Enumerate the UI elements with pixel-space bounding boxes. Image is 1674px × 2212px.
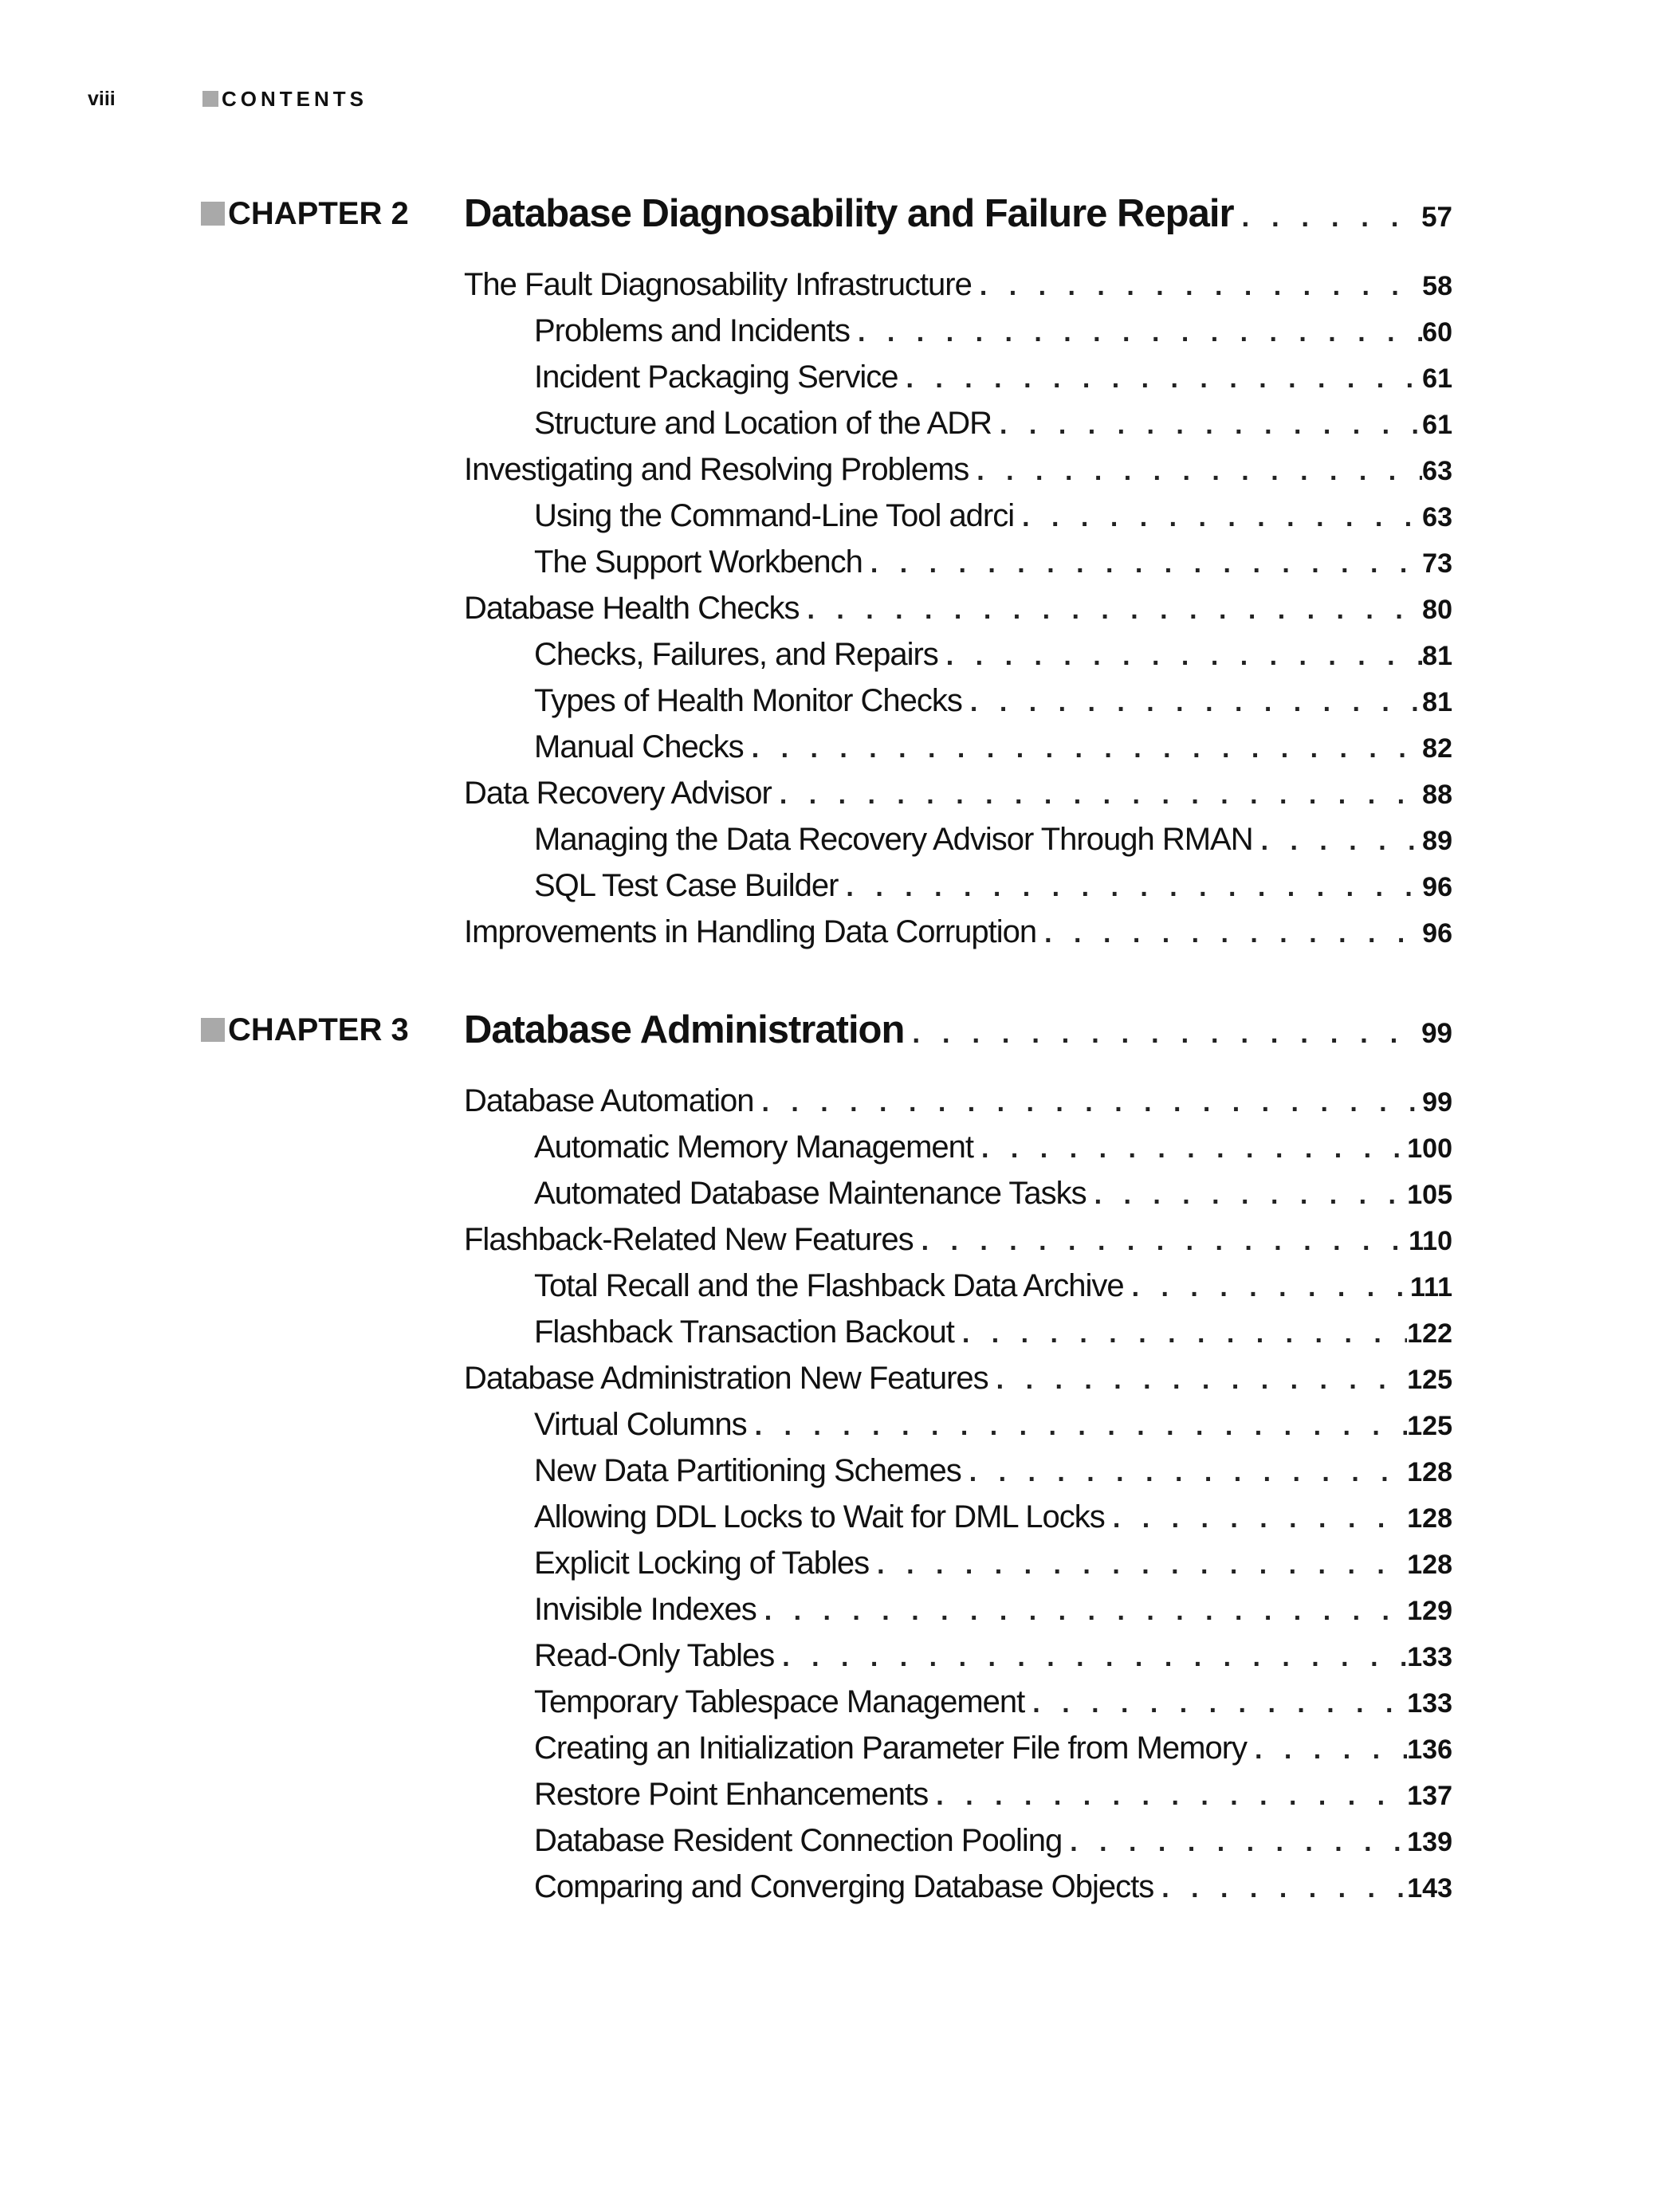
toc-entry-page-number: 96 [1422,872,1452,902]
toc-entry-title[interactable]: Database Resident Connection Pooling [534,1823,1063,1858]
dot-leader [1234,194,1422,238]
toc-entry-page-number: 139 [1407,1827,1452,1857]
toc-entry-page-number: 81 [1422,641,1452,671]
toc-entry-line [534,816,1452,862]
chapter-label [201,190,409,238]
toc-subsection-entry[interactable] [201,354,1452,400]
toc-entry-title[interactable]: Database Health Checks [464,591,800,626]
dot-leader [753,1079,1422,1124]
toc-subsection-entry[interactable] [201,1679,1452,1725]
toc-entry-page-number: 73 [1422,548,1452,579]
dot-leader [1253,818,1423,862]
chapter-heading [201,1006,1452,1054]
dot-leader [869,1542,1407,1586]
chapter-title-line [464,1006,1452,1054]
toc-entry-line [534,1401,1452,1448]
chapter-label [201,1006,409,1054]
dot-leader [954,1310,1407,1355]
dot-leader [838,864,1422,909]
toc-entry-page-number: 96 [1422,918,1452,949]
running-head-text: CONTENTS [222,87,367,111]
toc-subsection-entry[interactable] [201,1817,1452,1864]
toc-entry-page-number: 88 [1422,780,1452,810]
toc-subsection-entry[interactable] [201,1540,1452,1586]
toc-subsection-entry[interactable] [201,539,1452,585]
dot-leader [962,679,1422,724]
dot-leader [799,587,1422,631]
chapter-page-number: 99 [1421,1018,1452,1049]
toc-entry-line [534,308,1452,354]
dot-leader [744,725,1422,770]
dot-leader [1153,1865,1407,1910]
toc-entry-title[interactable]: Data Recovery Advisor [464,776,772,811]
dot-leader [1247,1727,1407,1771]
toc-entry-line [464,585,1452,631]
toc-subsection-entry[interactable] [201,1401,1452,1448]
page-header [88,86,566,112]
dot-leader [756,1588,1408,1632]
dot-leader [988,1357,1408,1401]
dot-leader [1024,1680,1407,1725]
square-bullet-icon [201,1018,225,1042]
toc-subsection-entry[interactable] [201,678,1452,724]
toc-entry-page-number: 99 [1422,1087,1452,1118]
toc-entry-page-number: 122 [1407,1318,1452,1349]
toc-entry-title[interactable]: Automated Database Maintenance Tasks [534,1176,1087,1211]
toc-entry-title[interactable]: Problems and Incidents [534,313,851,348]
toc-entry-list [201,1078,1452,1910]
toc-entry-line [534,724,1452,770]
dot-leader [904,1010,1421,1054]
toc-entry-line [534,678,1452,724]
toc-entry-page-number: 111 [1410,1272,1452,1302]
toc-subsection-entry[interactable] [201,816,1452,862]
toc-entry-line [534,1448,1452,1494]
toc-entry-title[interactable]: Database Automation [464,1083,754,1118]
toc-entry-title[interactable]: Virtual Columns [534,1407,747,1442]
toc-entry-page-number: 110 [1409,1226,1452,1256]
toc-entry-page-number: 128 [1407,1503,1452,1534]
dot-leader [928,1773,1407,1817]
toc-section-entry[interactable] [201,909,1452,955]
chapter-title-line [464,190,1452,238]
dot-leader [898,356,1423,400]
toc-entry-title[interactable]: New Data Partitioning Schemes [534,1453,961,1488]
toc-entry-line [534,1817,1452,1864]
toc-entry-title[interactable]: Invisible Indexes [534,1592,756,1627]
dot-leader [747,1403,1408,1448]
toc-entry-title[interactable]: Managing the Data Recovery Advisor Through RMAN [534,822,1253,857]
toc-entry-line [464,261,1452,308]
dot-leader [914,1218,1409,1263]
toc-entry-title[interactable]: Explicit Locking of Tables [534,1546,870,1581]
dot-leader [992,402,1422,446]
toc-entry-line [464,770,1452,816]
dot-leader [850,309,1422,354]
toc-subsection-entry[interactable] [201,1586,1452,1632]
toc-section-entry[interactable] [201,1078,1452,1124]
toc-subsection-entry[interactable] [201,1309,1452,1355]
toc-entry-line [534,862,1452,909]
toc-entry-title[interactable]: Flashback-Related New Features [464,1222,914,1257]
dot-leader [1062,1819,1407,1864]
chapter-page-number: 57 [1421,202,1452,233]
dot-leader [1105,1495,1407,1540]
toc-section-entry[interactable] [201,261,1452,308]
chapter-2-section [201,190,1452,955]
chapter-label-text: CHAPTER 3 [228,1012,409,1047]
toc-subsection-entry[interactable] [201,493,1452,539]
dot-leader [938,633,1422,678]
chapter-heading [201,190,1452,238]
toc-entry-title[interactable]: The Fault Diagnosability Infrastructure [464,267,972,302]
toc-entry-line [534,539,1452,585]
chapter-label-text: CHAPTER 2 [228,196,409,231]
toc-subsection-entry[interactable] [201,1124,1452,1170]
toc-entry-list [201,261,1452,955]
toc-section-entry[interactable] [201,1216,1452,1263]
dot-leader [961,1449,1408,1494]
toc-entry-line [464,909,1452,955]
toc-subsection-entry[interactable] [201,308,1452,354]
toc-entry-page-number: 128 [1407,1457,1452,1487]
toc-entry-title[interactable]: The Support Workbench [534,544,863,580]
toc-entry-line [534,1586,1452,1632]
dot-leader [774,1634,1407,1679]
toc-entry-page-number: 60 [1422,317,1452,348]
dot-leader [973,1126,1407,1170]
toc-entry-page-number: 105 [1407,1180,1452,1210]
toc-entry-page-number: 133 [1407,1688,1452,1719]
toc-entry-page-number: 58 [1422,271,1452,301]
toc-entry-line [534,1540,1452,1586]
toc-entry-page-number: 125 [1407,1411,1452,1441]
toc-entry-title[interactable]: Comparing and Converging Database Objects [534,1869,1154,1904]
toc-entry-title[interactable]: Allowing DDL Locks to Wait for DML Locks [534,1499,1105,1534]
dot-leader [1014,494,1422,539]
dot-leader [1087,1172,1408,1216]
toc-entry-title[interactable]: Checks, Failures, and Repairs [534,637,938,672]
toc-entry-line [464,1355,1452,1401]
dot-leader [972,263,1422,308]
toc-entry-line [534,493,1452,539]
toc-entry-title[interactable]: Database Administration New Features [464,1361,988,1396]
toc-entry-line [534,1309,1452,1355]
toc-entry-line [464,1216,1452,1263]
toc-entry-title[interactable]: Temporary Tablespace Management [534,1684,1025,1719]
toc-entry-page-number: 63 [1422,456,1452,486]
toc-entry-page-number: 143 [1407,1873,1452,1904]
toc-entry-title[interactable]: Creating an Initialization Parameter File from Memory [534,1731,1248,1766]
toc-subsection-entry[interactable] [201,1725,1452,1771]
toc-entry-line [464,1078,1452,1124]
toc-entry-title[interactable]: Total Recall and the Flashback Data Archive [534,1268,1124,1303]
toc-entry-page-number: 80 [1422,595,1452,625]
toc-entry-page-number: 61 [1422,363,1452,394]
toc-section-entry[interactable] [201,585,1452,631]
toc-entry-line [534,354,1452,400]
toc-section-entry[interactable] [201,446,1452,493]
toc-entry-title[interactable]: Improvements in Handling Data Corruption [464,914,1037,949]
toc-entry-line [534,1494,1452,1540]
toc-entry-line [534,631,1452,678]
toc-entry-line [534,1771,1452,1817]
toc-entry-page-number: 100 [1407,1134,1452,1164]
toc-subsection-entry[interactable] [201,631,1452,678]
running-head [202,86,367,112]
toc-entry-title[interactable]: Restore Point Enhancements [534,1777,929,1812]
toc-subsection-entry[interactable] [201,1864,1452,1910]
toc-subsection-entry[interactable] [201,862,1452,909]
dot-leader [772,772,1422,816]
toc-entry-page-number: 128 [1407,1550,1452,1580]
toc-entry-line [534,1864,1452,1910]
dot-leader [1036,910,1422,955]
toc-entry-line [534,400,1452,446]
toc-entry-line [464,446,1452,493]
toc-entry-title[interactable]: Read-Only Tables [534,1638,775,1673]
toc-entry-title[interactable]: Types of Health Monitor Checks [534,683,962,718]
chapter-title[interactable]: Database Diagnosability and Failure Repair [464,192,1234,235]
toc-entry-title[interactable]: Structure and Location of the ADR [534,406,992,441]
toc-entry-title[interactable]: SQL Test Case Builder [534,868,839,903]
toc-entry-title[interactable]: Flashback Transaction Backout [534,1314,954,1350]
toc-entry-page-number: 81 [1422,687,1452,717]
toc-entry-line [534,1170,1452,1216]
square-bullet-icon [202,91,218,107]
toc-entry-title[interactable]: Automatic Memory Management [534,1130,974,1165]
toc-entry-page-number: 61 [1422,410,1452,440]
toc-entry-line [534,1124,1452,1170]
toc-entry-page-number: 129 [1407,1596,1452,1626]
toc-entry-title[interactable]: Using the Command-Line Tool adrci [534,498,1015,533]
dot-leader [969,448,1422,493]
toc-entry-title[interactable]: Investigating and Resolving Problems [464,452,969,487]
toc-entry-page-number: 137 [1407,1781,1452,1811]
toc-entry-page-number: 136 [1407,1735,1452,1765]
toc-entry-page-number: 133 [1407,1642,1452,1672]
toc-subsection-entry[interactable] [201,1771,1452,1817]
toc-subsection-entry[interactable] [201,1448,1452,1494]
toc-entry-page-number: 125 [1407,1365,1452,1395]
toc-entry-page-number: 63 [1422,502,1452,532]
toc-entry-page-number: 82 [1422,733,1452,764]
toc-entry-page-number: 89 [1422,826,1452,856]
toc-section-entry[interactable] [201,1355,1452,1401]
toc-subsection-entry[interactable] [201,1263,1452,1309]
chapter-title[interactable]: Database Administration [464,1008,905,1051]
toc-subsection-entry[interactable] [201,1170,1452,1216]
toc-section-entry[interactable] [201,770,1452,816]
dot-leader [1124,1264,1410,1309]
toc-subsection-entry[interactable] [201,400,1452,446]
toc-entry-title[interactable]: Incident Packaging Service [534,359,898,395]
toc-entry-line [534,1725,1452,1771]
toc-entry-line [534,1263,1452,1309]
dot-leader [863,540,1422,585]
toc-subsection-entry[interactable] [201,1494,1452,1540]
square-bullet-icon [201,202,225,226]
page-number: viii [88,88,116,110]
toc-entry-title[interactable]: Manual Checks [534,729,744,764]
toc-entry-line [534,1632,1452,1679]
toc-subsection-entry[interactable] [201,1632,1452,1679]
toc-entry-line [534,1679,1452,1725]
toc-subsection-entry[interactable] [201,724,1452,770]
chapter-3-section [201,1006,1452,1910]
